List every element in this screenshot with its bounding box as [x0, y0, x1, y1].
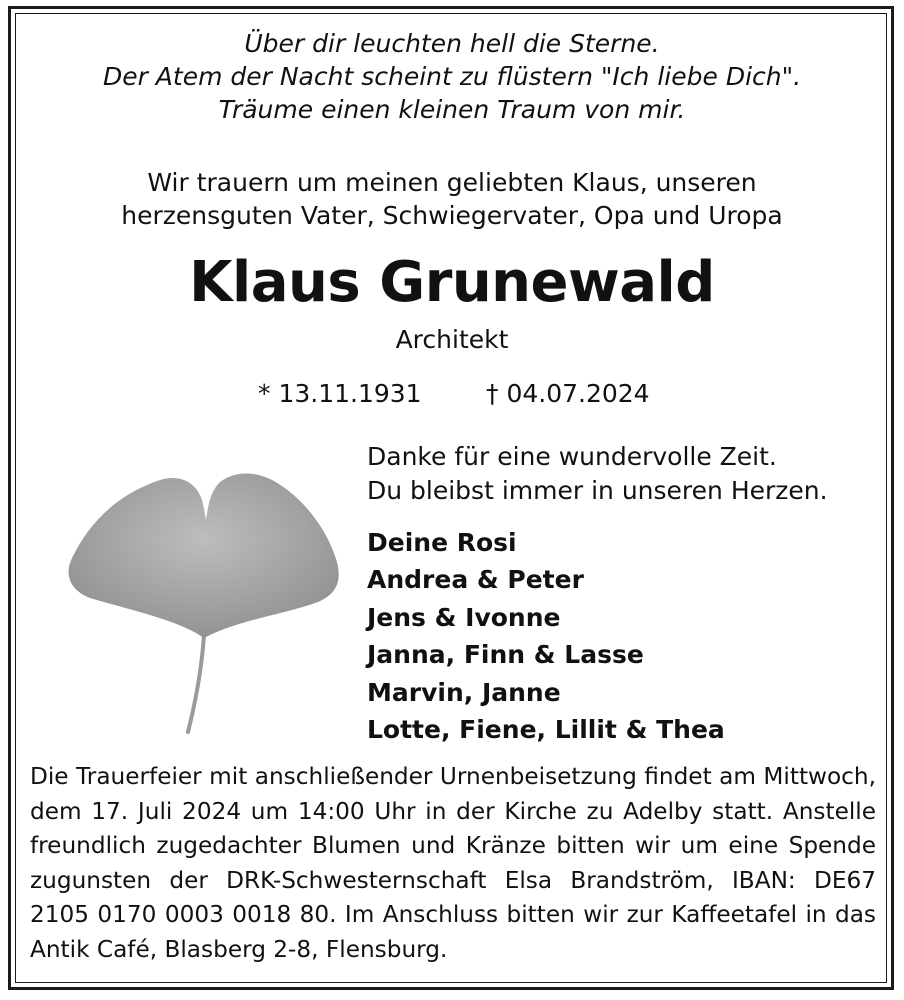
life-dates — [0, 376, 904, 412]
thanks-line-2: Du bleibst immer in unseren Herzen. — [367, 476, 828, 505]
intro-line-2: herzensguten Vater, Schwiegervater, Opa und Uropa — [121, 201, 783, 230]
thanks-line-1: Danke für eine wundervolle Zeit. — [367, 442, 777, 471]
family-line-2: Andrea & Peter — [367, 565, 584, 595]
funeral-notice: Die Trauerfeier mit anschließender Urnenbeisetzung findet am Mittwoch, dem 17. Juli 2024 um 14:00 Uhr in der Kirche zu Adelby statt. Anstelle freundlich zugedachter Blumen und Kränze bitten wir um eine Spende zugunsten der DRK-Schwesternschaft Elsa Brandström, IBAN: DE67 2105 0170 0003 0018 80. Im Anschluss bitten wir zur Kaffeetafel in das Antik Café, Blasberg 2-8, Flensburg. — [30, 763, 876, 963]
intro-line-1: Wir trauern um meinen geliebten Klaus, unseren — [147, 168, 757, 197]
birth-date: * 13.11.1931 — [258, 379, 422, 408]
poem-line-2: Der Atem der Nacht scheint zu flüstern "Ich liebe Dich". — [102, 62, 802, 91]
ginkgo-leaf-stem — [188, 635, 204, 732]
poem-line-1: Über dir leuchten hell die Sterne. — [244, 29, 660, 58]
family-line-3: Jens & Ivonne — [367, 602, 561, 632]
family-signatures — [367, 524, 725, 748]
family-line-4: Janna, Finn & Lasse — [367, 640, 644, 670]
thanks-text — [367, 440, 828, 508]
poem — [0, 27, 904, 126]
death-date: † 04.07.2024 — [486, 379, 650, 408]
ginkgo-leaf-blade — [69, 473, 339, 638]
family-line-6: Lotte, Fiene, Lillit & Thea — [367, 715, 725, 745]
deceased-name: Klaus Grunewald — [189, 250, 715, 315]
family-line-1: Deine Rosi — [367, 528, 517, 557]
deceased-profession: Architekt — [395, 325, 509, 354]
ginkgo-leaf-icon — [60, 470, 350, 745]
mourning-intro — [0, 166, 904, 232]
family-line-5: Marvin, Janne — [367, 677, 561, 707]
poem-line-3: Träume einen kleinen Traum von mir. — [218, 95, 686, 124]
